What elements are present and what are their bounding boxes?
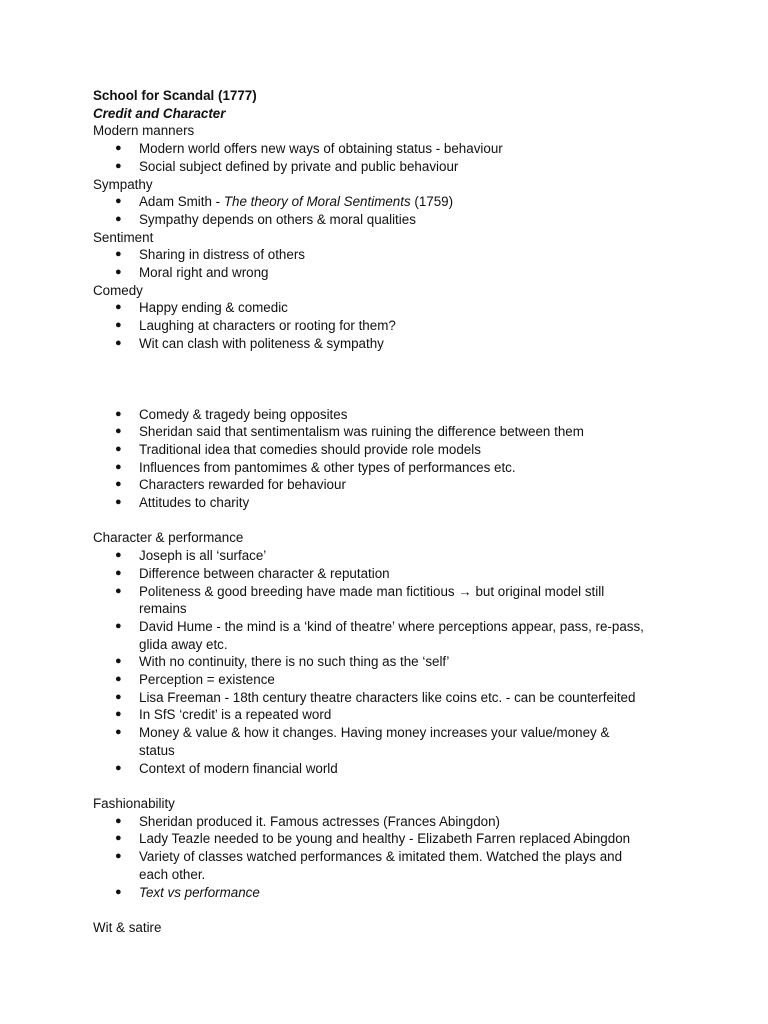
list-item-line: ● With no continuity, there is no such thing as the ‘self’ <box>139 654 450 670</box>
list-item-line: ● Variety of classes watched performances & imitated them. Watched the plays and <box>139 849 623 865</box>
bullet-list-comedy <box>93 299 693 352</box>
list-item <box>93 547 693 565</box>
list-item <box>93 193 693 211</box>
list-item-line: glida away etc. <box>139 636 228 652</box>
list-item-line: ● Lady Teazle needed to be young and healthy - Elizabeth Farren replaced Abingdon <box>139 831 631 847</box>
list-item-line: ● Context of modern financial world <box>139 760 338 776</box>
blank-line <box>93 777 693 795</box>
list-item <box>93 583 693 618</box>
list-item <box>93 706 693 724</box>
list-item: ● Wit can clash with politeness & sympathy <box>93 335 693 353</box>
list-item: ● Comedy & tragedy being opposites <box>93 406 693 424</box>
list-item: ● Modern world offers new ways of obtaining status - behaviour <box>93 140 693 158</box>
list-item-line: ● Joseph is all ‘surface’ <box>139 548 267 564</box>
list-item <box>93 653 693 671</box>
blank-space <box>93 353 693 406</box>
section-heading-comedy: Comedy <box>93 282 143 298</box>
list-item <box>93 689 693 707</box>
section-heading-sentiment: Sentiment <box>93 229 154 245</box>
list-item <box>93 830 693 848</box>
list-item: ● Happy ending & comedic <box>93 299 693 317</box>
section-heading-modern-manners: Modern manners <box>93 123 195 139</box>
list-item: ● Characters rewarded for behaviour <box>93 476 693 494</box>
blank-line <box>93 901 693 919</box>
book-title: The theory of Moral Sentiments <box>223 194 411 210</box>
section-heading-fashionability: Fashionability <box>93 795 175 811</box>
list-item-line: status <box>139 742 175 758</box>
bullet-list-character-performance <box>93 547 693 777</box>
list-item: ● Laughing at characters or rooting for them? <box>93 317 693 335</box>
blank-line <box>93 512 693 530</box>
bullet-list-sympathy <box>93 193 693 228</box>
bullet-list-sentiment <box>93 246 693 281</box>
list-item: ● Attitudes to charity <box>93 494 693 512</box>
list-item-line: ● Politeness & good breeding have made man fictitious → but original model still <box>139 583 605 599</box>
list-item-line: ● Perception = existence <box>139 672 275 688</box>
document-subtitle: Credit and Character <box>93 105 226 121</box>
list-item: ● Traditional idea that comedies should provide role models <box>93 441 693 459</box>
list-item <box>93 618 693 653</box>
section-heading-sympathy: Sympathy <box>93 176 153 192</box>
list-item-line: ● Lisa Freeman - 18th century theatre characters like coins etc. - can be counterfeited <box>139 689 636 705</box>
bullet-list-fashionability <box>93 813 693 902</box>
list-item: ● Moral right and wrong <box>93 264 693 282</box>
list-item-line: ● David Hume - the mind is a ‘kind of theatre’ where perceptions appear, pass, re-pass, <box>139 618 644 634</box>
list-item-line: ● Sheridan produced it. Famous actresses (Frances Abingdon) <box>139 813 500 829</box>
list-item-text: (1759) <box>410 194 454 210</box>
bullet-list-modern-manners <box>93 140 693 175</box>
list-item <box>93 565 693 583</box>
document-title: School for Scandal (1777) <box>93 88 257 103</box>
list-item <box>93 813 693 831</box>
list-item-line: ● Money & value & how it changes. Having money increases your value/money & <box>139 725 610 741</box>
list-item: ● Text vs performance <box>93 884 693 902</box>
list-item <box>93 760 693 778</box>
list-item-text: Adam Smith - <box>139 194 224 210</box>
list-item-line: each other. <box>139 866 206 882</box>
list-item: ● Sharing in distress of others <box>93 246 693 264</box>
list-item <box>93 671 693 689</box>
list-item: ● Sympathy depends on others & moral qualities <box>93 211 693 229</box>
list-item: ● Sheridan said that sentimentalism was ruining the difference between them <box>93 423 693 441</box>
list-item: ● Social subject defined by private and public behaviour <box>93 158 693 176</box>
list-item-line: ● In SfS ‘credit’ is a repeated word <box>139 707 332 723</box>
document-page <box>93 87 693 937</box>
list-item <box>93 848 693 883</box>
list-item: ● Influences from pantomimes & other types of performances etc. <box>93 459 693 477</box>
list-item-line: remains <box>139 601 187 617</box>
section-heading-character-performance: Character & performance <box>93 530 244 546</box>
list-item-line: ● Difference between character & reputation <box>139 565 390 581</box>
section-heading-wit-satire: Wit & satire <box>93 919 162 935</box>
list-item <box>93 724 693 759</box>
bullet-list-comedy-continued <box>93 406 693 512</box>
